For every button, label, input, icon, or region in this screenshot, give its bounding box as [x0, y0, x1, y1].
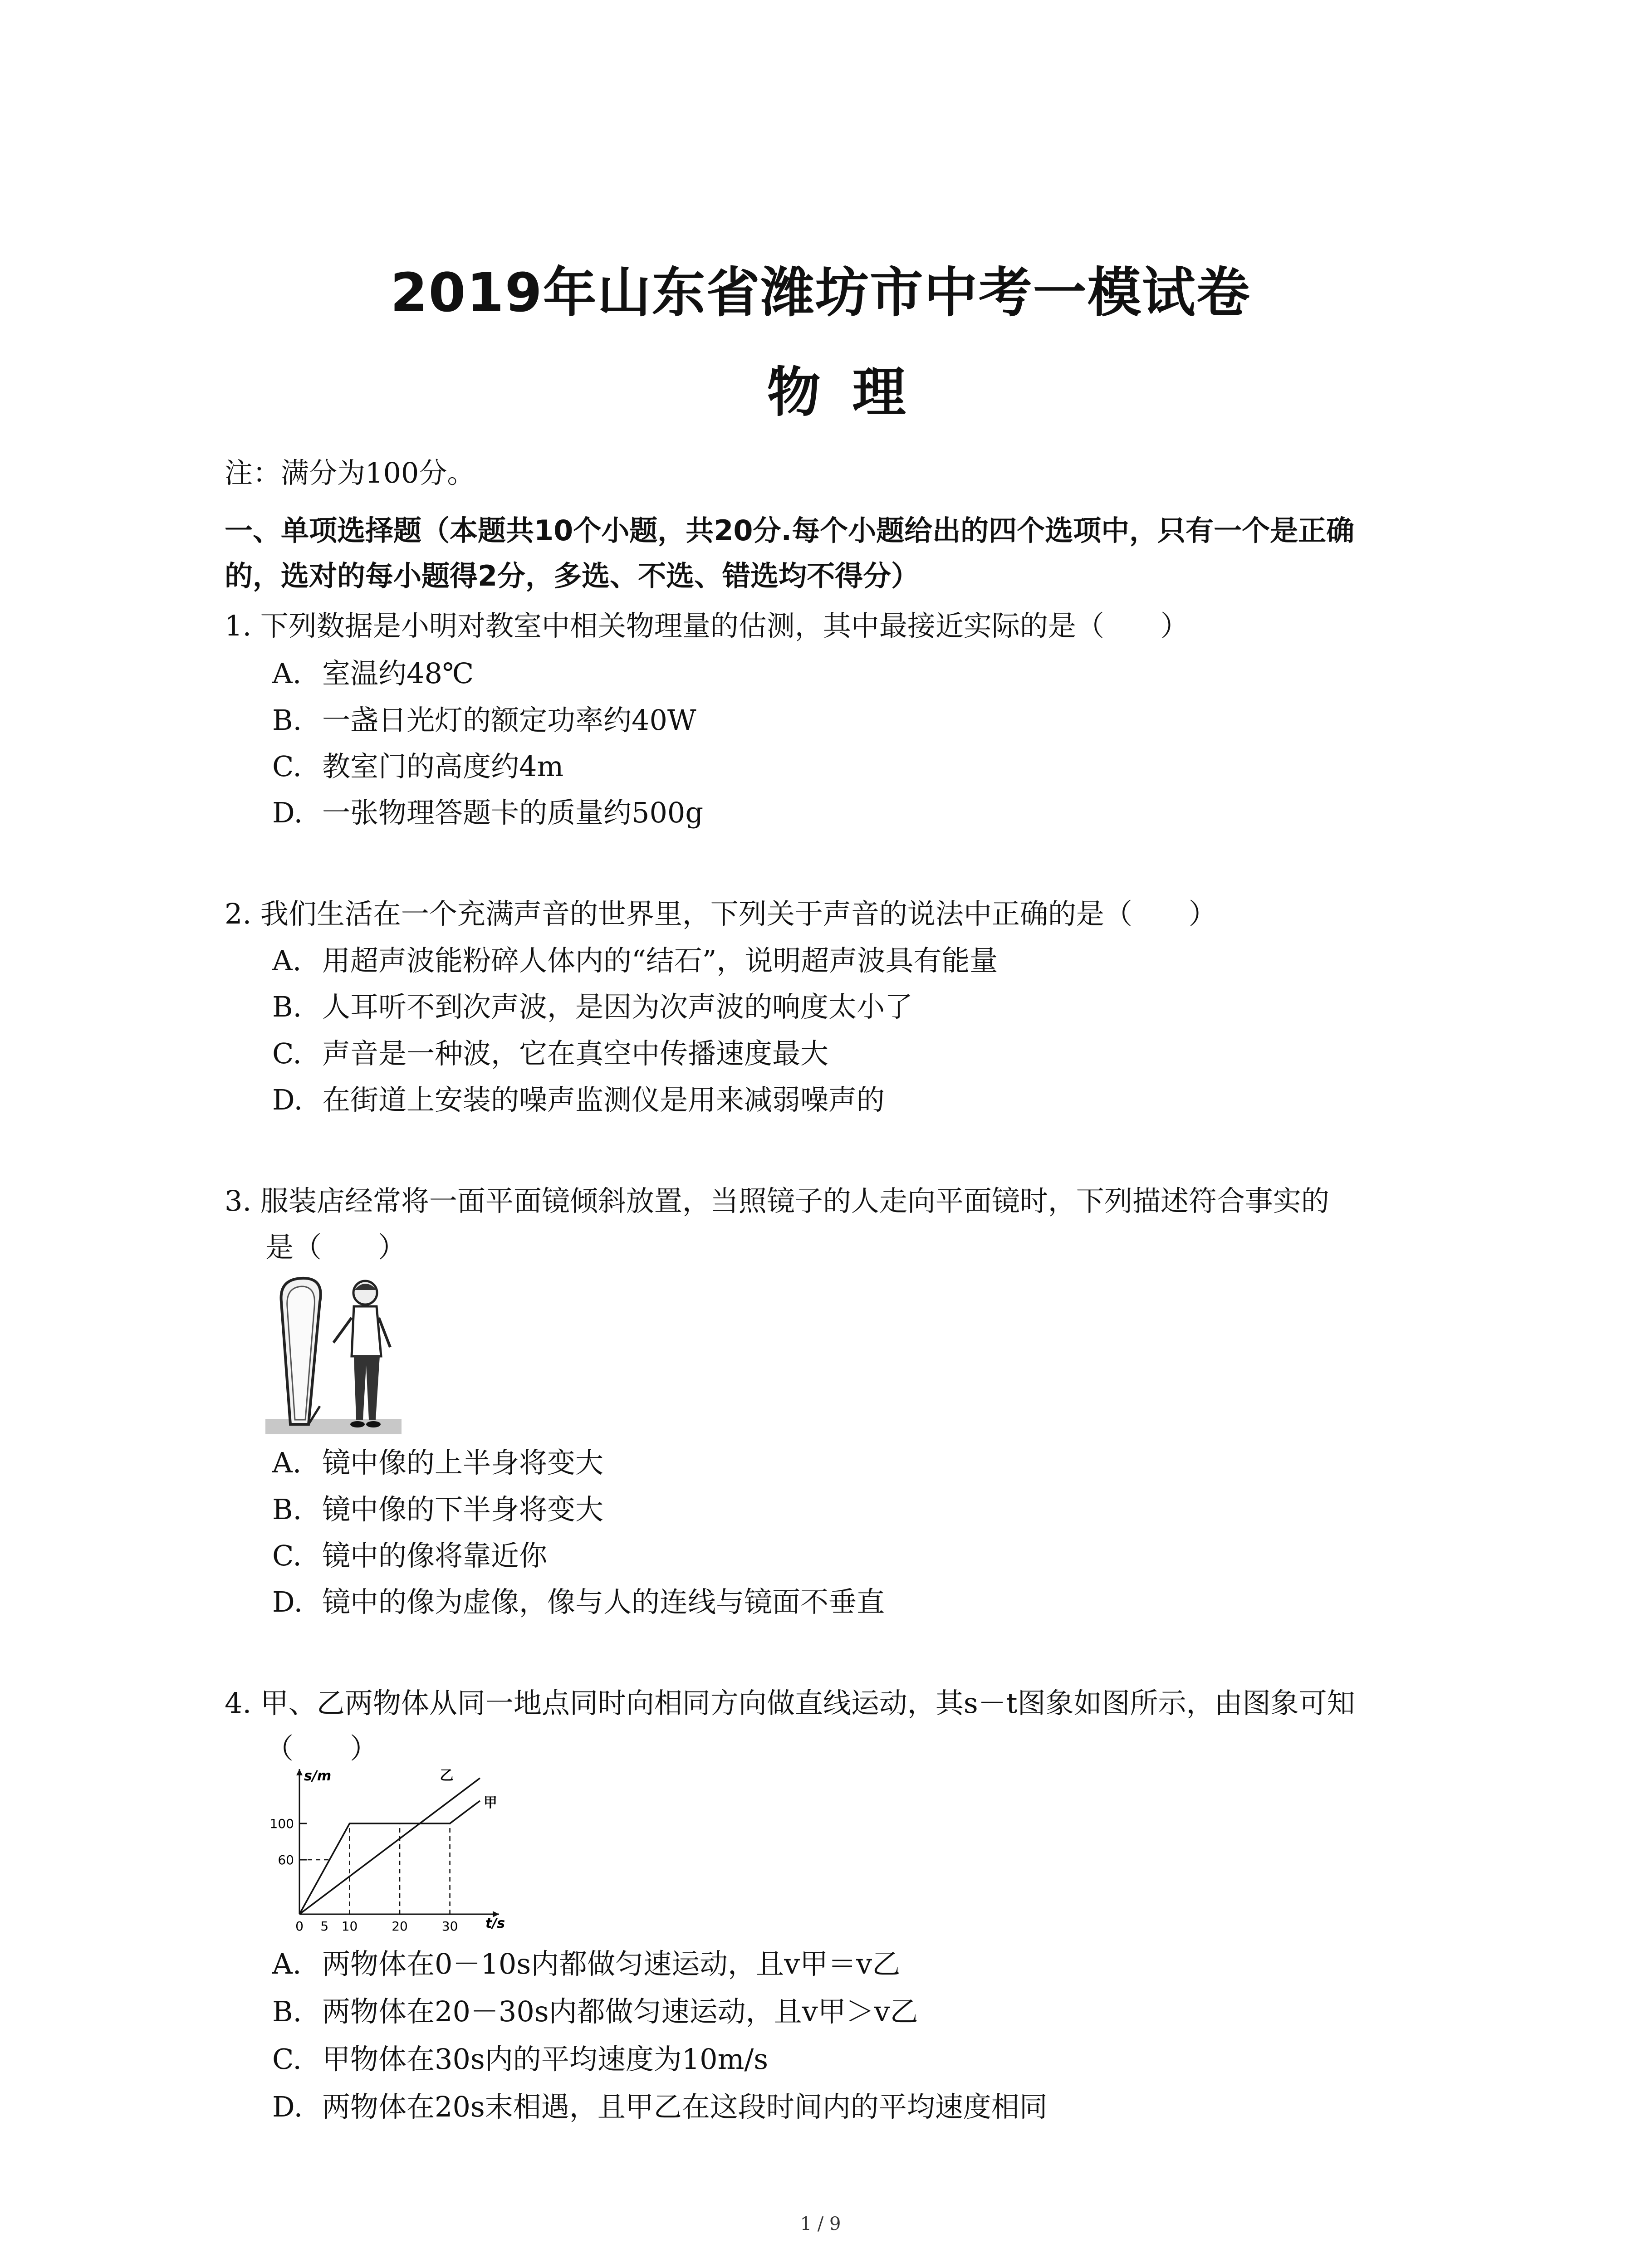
page-number: 1 / 9: [800, 2214, 841, 2234]
option-text: 声音是一种波，它在真空中传播速度最大: [322, 1037, 829, 1070]
series-label: 乙: [440, 1769, 454, 1784]
y-tick-label: 100: [269, 1816, 294, 1831]
option-text: 用超声波能粉碎人体内的“结石”，说明超声波具有能量: [322, 944, 998, 977]
question-2-option-d: [272, 1082, 885, 1118]
option-letter: C.: [272, 2043, 302, 2076]
option-letter: C.: [272, 1037, 302, 1070]
option-letter: D.: [272, 1585, 303, 1618]
score-note: 注：满分为100分。: [225, 456, 475, 489]
option-letter: D.: [272, 1083, 303, 1116]
question-1-option-b: [272, 702, 696, 738]
option-text: 甲物体在30s内的平均速度为10m/s: [322, 2043, 769, 2076]
series-line-jia: [299, 1801, 480, 1914]
option-text: 两物体在0－10s内都做匀速运动，且v甲＝v乙: [322, 1947, 901, 1980]
option-text: 人耳听不到次声波，是因为次声波的响度太小了: [322, 990, 913, 1023]
series-line-yi: [299, 1778, 480, 1914]
option-letter: C.: [272, 1539, 302, 1572]
s-t-graph: [263, 1769, 508, 1937]
question-3-option-a: [272, 1445, 603, 1481]
question-4-stem: 4. 甲、乙两物体从同一地点同时向相同方向做直线运动，其s－t图象如图所示，由图象可知: [225, 1686, 1355, 1720]
question-3-option-c: [272, 1538, 547, 1574]
x-tick-label: 5: [320, 1919, 329, 1934]
y-axis-label: s/m: [304, 1769, 332, 1784]
question-2-stem: 2. 我们生活在一个充满声音的世界里，下列关于声音的说法中正确的是（ ）: [225, 897, 1217, 930]
section-heading-line1: 一、单项选择题（本题共10个小题，共20分.每个小题给出的四个选项中，只有一个是正确: [225, 514, 1355, 547]
option-letter: A.: [272, 1446, 302, 1479]
question-4-option-d: [272, 2089, 1048, 2125]
option-letter: A.: [272, 657, 302, 690]
question-1-option-a: [272, 655, 474, 692]
option-letter: A.: [272, 1947, 302, 1980]
x-tick-label: 30: [441, 1919, 458, 1934]
option-text: 一盏日光灯的额定功率约40W: [322, 704, 696, 737]
option-text: 镜中的像为虚像，像与人的连线与镜面不垂直: [322, 1585, 885, 1618]
option-letter: D.: [272, 796, 303, 829]
question-4-option-b: [272, 1994, 918, 2030]
subject-title: 物理: [767, 361, 938, 424]
option-text: 在街道上安装的噪声监测仪是用来减弱噪声的: [322, 1083, 885, 1116]
mirror-illustration: [265, 1275, 402, 1436]
question-1-option-c: [272, 748, 563, 785]
option-text: 教室门的高度约4m: [322, 750, 564, 783]
x-tick-label: 0: [295, 1919, 304, 1934]
option-text: 室温约48℃: [322, 657, 474, 690]
option-letter: B.: [272, 704, 302, 737]
question-3-stem-continued: 是（ ）: [265, 1231, 407, 1264]
question-1-stem: 1. 下列数据是小明对教室中相关物理量的估测，其中最接近实际的是（ ）: [225, 609, 1189, 642]
y-tick-label: 60: [278, 1853, 294, 1867]
option-text: 两物体在20s末相遇，且甲乙在这段时间内的平均速度相同: [322, 2090, 1048, 2123]
question-4-stem-continued: （ ）: [265, 1732, 378, 1765]
question-4-option-c: [272, 2041, 768, 2077]
option-letter: B.: [272, 1493, 302, 1526]
question-4-option-a: [272, 1946, 900, 1982]
section-heading-line2: 的，选对的每小题得2分，多选、不选、错选均不得分）: [225, 559, 920, 592]
question-2-option-b: [272, 989, 913, 1025]
option-letter: D.: [272, 2090, 303, 2123]
series-label: 甲: [483, 1795, 497, 1811]
option-text: 镜中的像将靠近你: [322, 1539, 548, 1572]
option-text: 两物体在20－30s内都做匀速运动，且v甲＞v乙: [322, 1995, 918, 2028]
question-3-option-b: [272, 1491, 603, 1528]
option-text: 镜中像的下半身将变大: [322, 1493, 604, 1526]
y-axis-arrow: [296, 1769, 303, 1775]
question-2-option-c: [272, 1036, 828, 1072]
question-3-option-d: [272, 1584, 885, 1620]
x-tick-label: 20: [392, 1919, 408, 1934]
question-3-stem: 3. 服装店经常将一面平面镜倾斜放置，当照镜子的人走向平面镜时，下列描述符合事实的: [225, 1184, 1329, 1217]
option-letter: B.: [272, 990, 302, 1023]
question-2-option-a: [272, 943, 998, 979]
exam-title: 2019年山东省潍坊市中考一模试卷: [390, 261, 1251, 324]
option-letter: B.: [272, 1995, 302, 2028]
question-1-option-d: [272, 795, 703, 831]
x-axis-label: t/s: [485, 1916, 505, 1931]
option-letter: A.: [272, 944, 302, 977]
x-tick-label: 10: [341, 1919, 358, 1934]
option-text: 一张物理答题卡的质量约500g: [322, 796, 704, 829]
option-text: 镜中像的上半身将变大: [322, 1446, 604, 1479]
option-letter: C.: [272, 750, 302, 783]
